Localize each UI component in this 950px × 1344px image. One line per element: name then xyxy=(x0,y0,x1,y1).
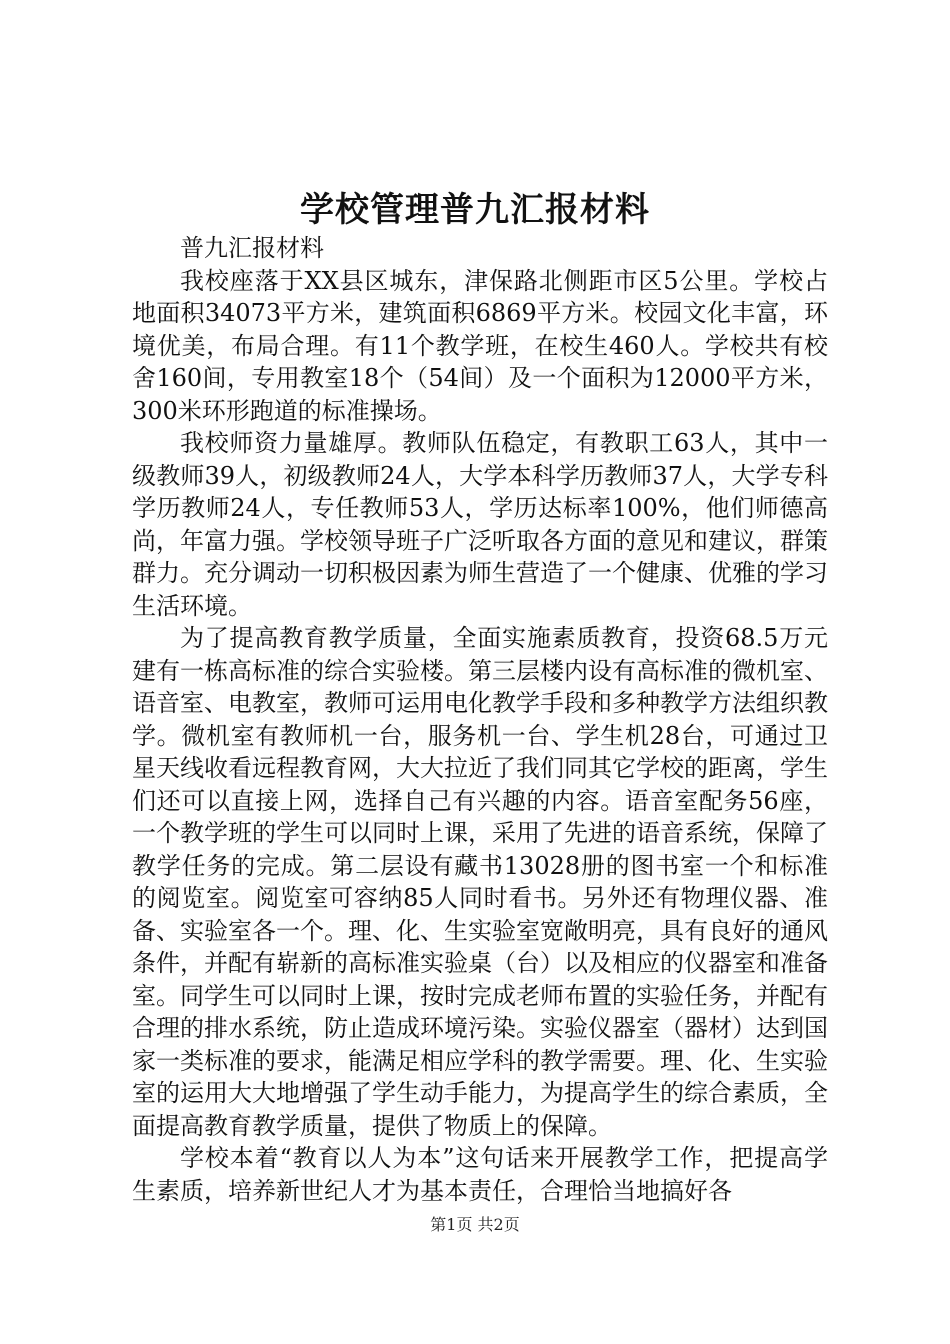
paragraph-teaching-staff: 我校师资力量雄厚。教师队伍稳定，有教职工63人，其中一级教师39人，初级教师24人，大学本科学历教师37人，大学专科学历教师24人，专任教师53人，学历达标率100%，他们师德高尚，年富力强。学校领导班子广泛听取各方面的意见和建议，群策群力。充分调动一切积极因素为师生营造了一个健康、优雅的学习生活环境。 xyxy=(132,429,828,620)
paragraph-subtitle: 普九汇报材料 xyxy=(180,234,324,262)
document-body xyxy=(132,232,828,1207)
page-number: 第1页 共2页 xyxy=(430,1215,520,1234)
paragraph-facilities: 为了提高教育教学质量，全面实施素质教育，投资68.5万元建有一栋高标准的综合实验楼。第三层楼内设有高标准的微机室、语音室、电教室，教师可运用电化教学手段和多种教学方法组织教学。微机室有教师机一台，服务机一台、学生机28台，可通过卫星天线收看远程教育网，大大拉近了我们同其它学校的距离，学生们还可以直接上网，选择自己有兴趣的内容。语音室配务56座，一个教学班的学生可以同时上课，采用了先进的语音系统，保障了教学任务的完成。第二层设有藏书13028册的图书室一个和标准的阅览室。阅览室可容纳85人同时看书。另外还有物理仪器、准备、实验室各一个。理、化、生实验室宽敞明亮，具有良好的通风条件，并配有崭新的高标准实验桌（台）以及相应的仪器室和准备室。同学生可以同时上课，按时完成老师布置的实验任务，并配有合理的排水系统，防止造成环境污染。实验仪器室（器材）达到国家一类标准的要求，能满足相应学科的教学需要。理、化、生实验室的运用大大地增强了学生动手能力，为提高学生的综合素质，全面提高教育教学质量，提供了物质上的保障。 xyxy=(132,624,828,1140)
page-footer xyxy=(0,1214,950,1236)
document-title: 学校管理普九汇报材料 xyxy=(300,190,650,230)
paragraph-teaching-philosophy: 学校本着“教育以人为本”这句话来开展教学工作，把提高学生素质，培养新世纪人才为基本责任，合理恰当地搞好各 xyxy=(132,1144,828,1205)
paragraph-school-overview: 我校座落于XX县区城东，津保路北侧距市区5公里。学校占地面积34073平方米，建筑面积6869平方米。校园文化丰富，环境优美，布局合理。有11个教学班，在校生460人。学校共有校舍160间，专用教室18个（54间）及一个面积为12000平方米，300米环形跑道的标准操场。 xyxy=(132,266,828,425)
